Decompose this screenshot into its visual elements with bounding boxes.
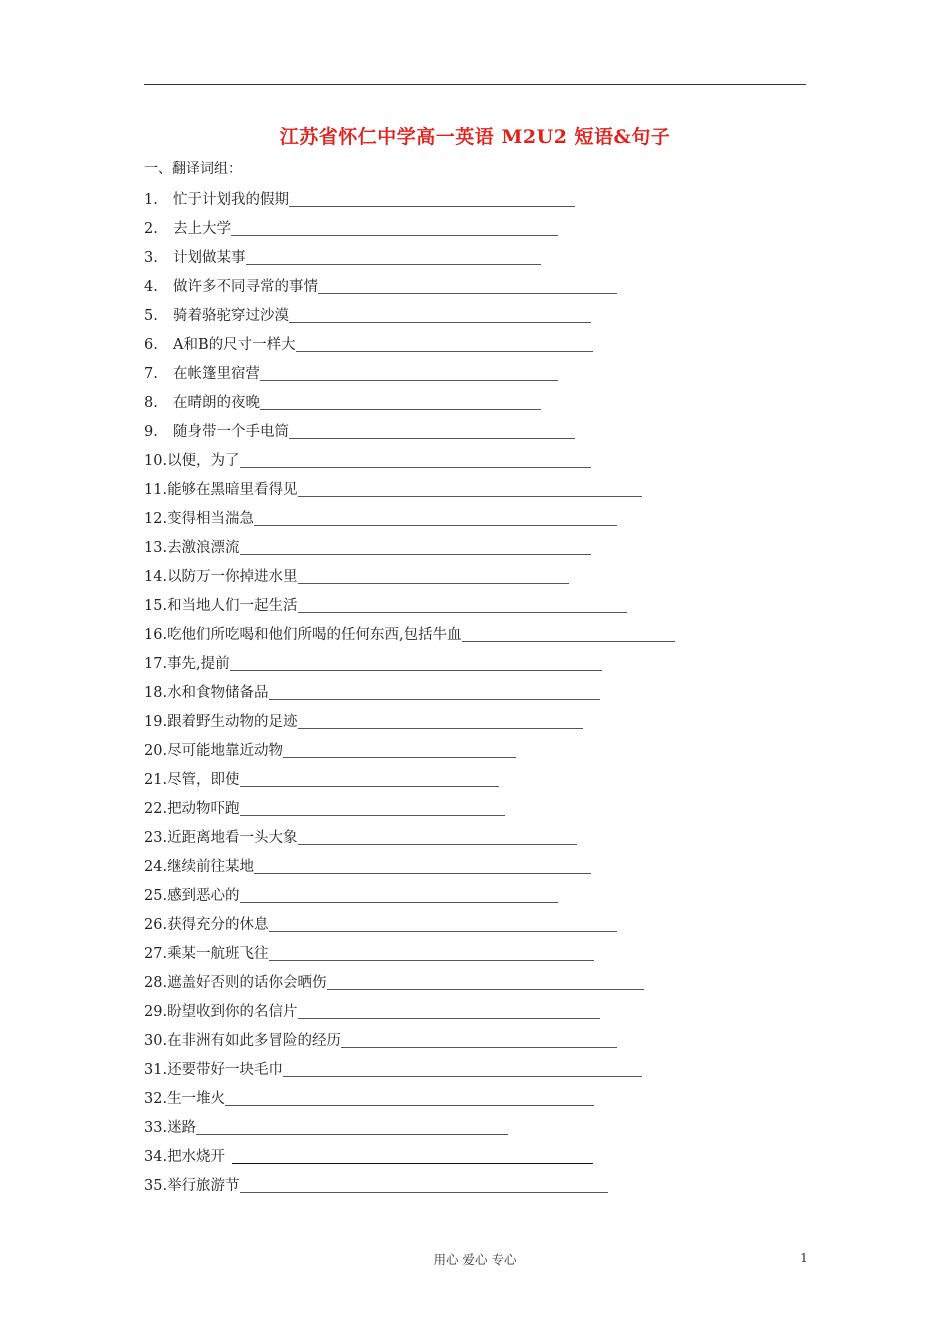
answer-blank[interactable] [225, 1105, 594, 1106]
item-text: 生一堆火 [167, 1091, 226, 1107]
item-text: 去上大学 [173, 221, 231, 237]
list-item [144, 706, 675, 735]
answer-blank[interactable] [462, 641, 675, 642]
answer-blank[interactable] [240, 815, 505, 816]
item-text: 去激浪漂流 [167, 540, 240, 556]
item-number: 26. [144, 917, 168, 933]
answer-blank[interactable] [296, 351, 593, 352]
item-text: 忙于计划我的假期 [173, 192, 289, 208]
answer-blank[interactable] [298, 496, 642, 497]
item-text: 举行旅游节 [167, 1178, 240, 1194]
answer-blank[interactable] [283, 757, 516, 758]
item-text: 还要带好一块毛巾 [167, 1062, 284, 1078]
item-text: A和B的尺寸一样大 [173, 337, 296, 353]
item-number: 8. [144, 395, 158, 411]
item-number: 11. [144, 482, 168, 498]
item-text: 骑着骆驼穿过沙漠 [173, 308, 289, 324]
list-item [144, 1054, 675, 1083]
item-text: 感到恶心的 [167, 888, 240, 904]
page-title: 江苏省怀仁中学高一英语 M2U2 短语&句子 [279, 126, 671, 148]
list-item [144, 532, 675, 561]
list-item [144, 677, 675, 706]
answer-blank[interactable] [196, 1134, 508, 1135]
list-item [144, 880, 675, 909]
item-number: 23. [144, 830, 168, 846]
item-number: 10. [144, 453, 168, 469]
answer-blank[interactable] [298, 1018, 600, 1019]
item-text: 以防万一你掉进水里 [167, 569, 298, 585]
answer-blank[interactable] [341, 1047, 617, 1048]
item-text: 把动物吓跑 [167, 801, 240, 817]
list-item [144, 242, 675, 271]
answer-blank[interactable] [254, 525, 617, 526]
list-item [144, 213, 675, 242]
item-number: 15. [144, 598, 168, 614]
item-number: 34. [144, 1149, 168, 1165]
item-text: 跟着野生动物的足迹 [167, 714, 298, 730]
list-item [144, 1112, 675, 1141]
answer-blank[interactable] [240, 467, 591, 468]
list-item [144, 967, 675, 996]
item-number: 19. [144, 714, 168, 730]
answer-blank[interactable] [240, 1192, 608, 1193]
list-item [144, 387, 675, 416]
answer-blank[interactable] [269, 960, 594, 961]
list-item [144, 1025, 675, 1054]
answer-blank[interactable] [269, 699, 600, 700]
answer-blank[interactable] [232, 1163, 593, 1164]
answer-blank[interactable] [298, 612, 627, 613]
item-text: 吃他们所吃喝和他们所喝的任何东西,包括牛血 [167, 627, 462, 643]
item-number: 30. [144, 1033, 168, 1049]
page-number: 1 [800, 1250, 808, 1265]
item-text: 事先,提前 [167, 656, 230, 672]
answer-blank[interactable] [289, 206, 575, 207]
item-text: 尽管，即使 [167, 772, 240, 788]
item-number: 28. [144, 975, 168, 991]
list-item [144, 938, 675, 967]
list-item [144, 590, 675, 619]
item-text: 遮盖好否则的话你会晒伤 [167, 975, 327, 991]
answer-blank[interactable] [240, 902, 558, 903]
answer-blank[interactable] [298, 728, 583, 729]
list-item [144, 909, 675, 938]
item-text: 获得充分的休息 [167, 917, 269, 933]
list-item [144, 503, 675, 532]
item-number: 20. [144, 743, 168, 759]
item-number: 17. [144, 656, 168, 672]
item-text: 水和食物储备品 [167, 685, 269, 701]
phrase-list [144, 184, 675, 1199]
list-item [144, 851, 675, 880]
list-item [144, 1083, 675, 1112]
list-item [144, 416, 675, 445]
item-text: 计划做某事 [173, 250, 246, 266]
list-item [144, 764, 675, 793]
list-item [144, 329, 675, 358]
list-item [144, 1170, 675, 1199]
list-item [144, 822, 675, 851]
footer-text: 用心 爱心 专心 [433, 1252, 517, 1267]
answer-blank[interactable] [298, 583, 569, 584]
list-item [144, 358, 675, 387]
item-text: 做许多不同寻常的事情 [173, 279, 318, 295]
answer-blank[interactable] [240, 554, 591, 555]
answer-blank[interactable] [246, 264, 542, 265]
list-item [144, 619, 675, 648]
item-number: 35. [144, 1178, 168, 1194]
section-heading: 一、翻译词组： [144, 161, 242, 177]
item-text: 随身带一个手电筒 [173, 424, 289, 440]
item-number: 1. [144, 192, 158, 208]
answer-blank[interactable] [240, 786, 499, 787]
item-number: 32. [144, 1091, 168, 1107]
item-number: 5. [144, 308, 158, 324]
answer-blank[interactable] [230, 670, 602, 671]
item-number: 2. [144, 221, 158, 237]
item-number: 7. [144, 366, 158, 382]
list-item [144, 300, 675, 329]
item-text: 盼望收到你的名信片 [167, 1004, 298, 1020]
item-text: 在晴朗的夜晚 [173, 395, 260, 411]
item-number: 12. [144, 511, 168, 527]
header-rule [144, 84, 806, 85]
item-text: 在非洲有如此多冒险的经历 [167, 1033, 342, 1049]
item-number: 16. [144, 627, 168, 643]
list-item [144, 561, 675, 590]
item-text: 在帐篷里宿营 [173, 366, 260, 382]
list-item [144, 1141, 675, 1170]
item-number: 24. [144, 859, 168, 875]
item-number: 6. [144, 337, 158, 353]
answer-blank[interactable] [260, 380, 558, 381]
list-item [144, 735, 675, 764]
answer-blank[interactable] [269, 931, 617, 932]
item-text: 变得相当湍急 [167, 511, 255, 527]
item-number: 31. [144, 1062, 168, 1078]
item-number: 25. [144, 888, 168, 904]
item-number: 22. [144, 801, 168, 817]
list-item [144, 474, 675, 503]
answer-blank[interactable] [289, 322, 591, 323]
answer-blank[interactable] [318, 293, 617, 294]
answer-blank[interactable] [289, 438, 575, 439]
item-text: 迷路 [167, 1120, 197, 1136]
item-number: 21. [144, 772, 168, 788]
item-number: 13. [144, 540, 168, 556]
answer-blank[interactable] [260, 409, 541, 410]
answer-blank[interactable] [231, 235, 558, 236]
list-item [144, 648, 675, 677]
item-number: 4. [144, 279, 158, 295]
item-text: 继续前往某地 [167, 859, 255, 875]
list-item [144, 793, 675, 822]
item-text: 乘某一航班飞往 [167, 946, 269, 962]
answer-blank[interactable] [283, 1076, 642, 1077]
item-number: 33. [144, 1120, 168, 1136]
item-number: 14. [144, 569, 168, 585]
answer-blank[interactable] [327, 989, 644, 990]
list-item [144, 996, 675, 1025]
list-item [144, 271, 675, 300]
item-number: 27. [144, 946, 168, 962]
item-number: 29. [144, 1004, 168, 1020]
item-number: 9. [144, 424, 158, 440]
item-text: 近距离地看一头大象 [167, 830, 298, 846]
item-text: 能够在黑暗里看得见 [167, 482, 298, 498]
list-item [144, 184, 675, 213]
answer-blank[interactable] [254, 873, 591, 874]
item-text: 和当地人们一起生活 [167, 598, 298, 614]
item-text: 尽可能地靠近动物 [167, 743, 284, 759]
list-item [144, 445, 675, 474]
item-text: 把水烧开 [167, 1149, 226, 1165]
item-number: 3. [144, 250, 158, 266]
answer-blank[interactable] [298, 844, 577, 845]
item-text: 以便，为了 [167, 453, 240, 469]
item-number: 18. [144, 685, 168, 701]
